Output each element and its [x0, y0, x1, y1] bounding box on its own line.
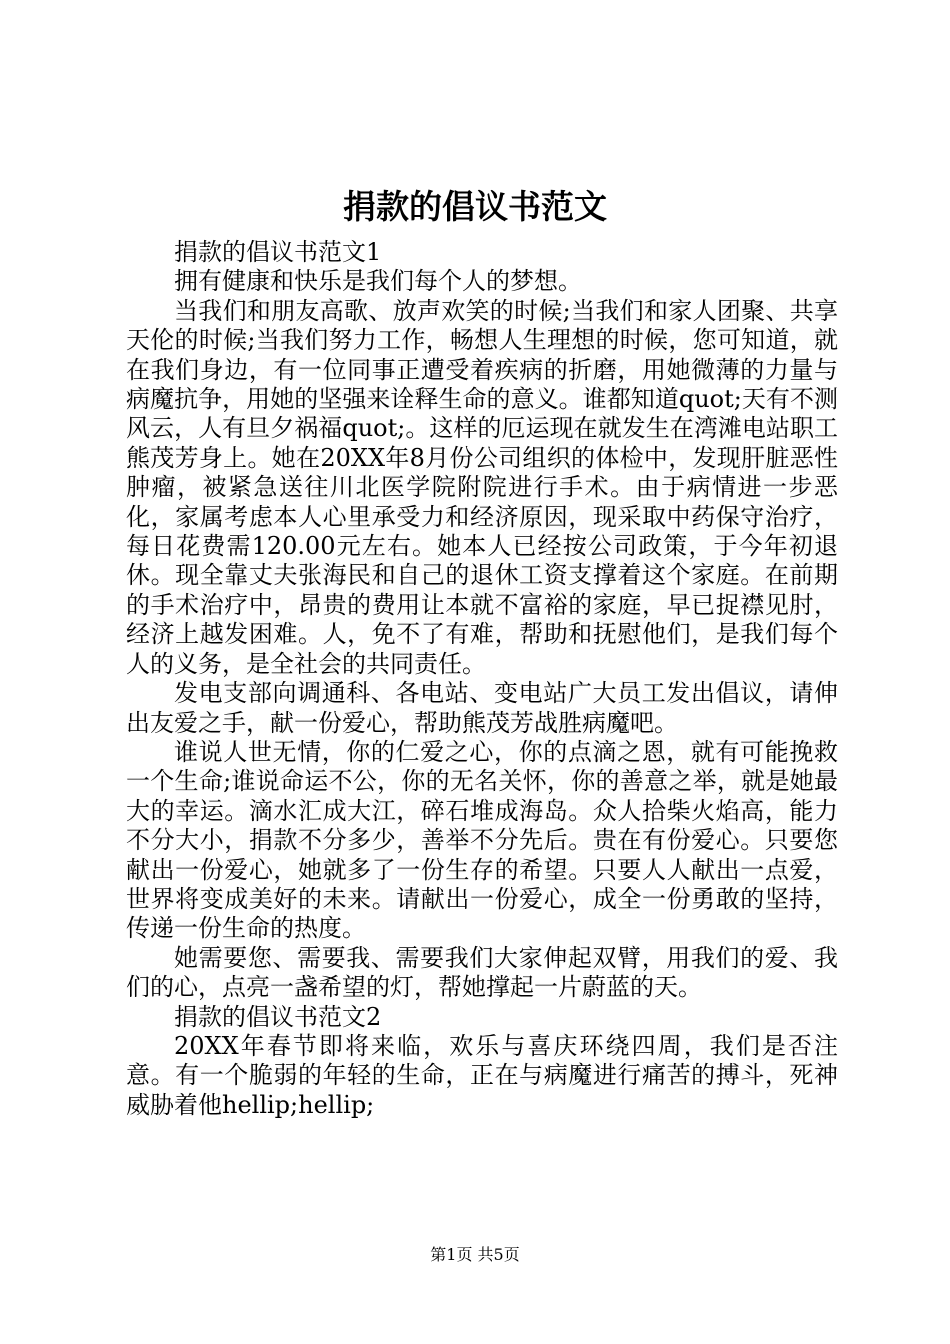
document-body — [126, 238, 838, 1120]
paragraph: 拥有健康和快乐是我们每个人的梦想。 — [174, 267, 582, 296]
paragraph: 20XX年春节即将来临，欢乐与喜庆环绕四周，我们是否注意。有一个脆弱的年轻的生命，正在与病魔进行痛苦的搏斗，死神威胁着他hellip;hellip; — [126, 1031, 838, 1119]
page-number-footer: 第1页 共5页 — [430, 1245, 520, 1264]
paragraph: 她需要您、需要我、需要我们大家伸起双臂，用我们的爱、我们的心，点亮一盏希望的灯，帮她撑起一片蔚蓝的天。 — [126, 943, 838, 1002]
paragraph: 谁说人世无情，你的仁爱之心，你的点滴之恩，就有可能挽救一个生命;谁说命运不公，你的无名关怀，你的善意之举，就是她最大的幸运。滴水汇成大江，碎石堆成海岛。众人拾柴火焰高，能力不分大小，捐款不分多少，善举不分先后。贵在有份爱心。只要您献出一份爱心，她就多了一份生存的希望。只要人人献出一点爱，世界将变成美好的未来。请献出一份爱心，成全一份勇敢的坚持，传递一份生命的热度。 — [126, 737, 838, 943]
document-title: 捐款的倡议书范文 — [343, 187, 607, 226]
section-heading-2: 捐款的倡议书范文2 — [174, 1002, 382, 1031]
paragraph: 发电支部向调通科、各电站、变电站广大员工发出倡议，请伸出友爱之手，献一份爱心，帮助熊茂芳战胜病魔吧。 — [126, 679, 838, 737]
section-heading-1: 捐款的倡议书范文1 — [174, 238, 382, 266]
paragraph: 当我们和朋友高歌、放声欢笑的时候;当我们和家人团聚、共享天伦的时候;当我们努力工作，畅想人生理想的时候，您可知道，就在我们身边，有一位同事正遭受着疾病的折磨，用她微薄的力量与病魔抗争，用她的坚强来诠释生命的意义。谁都知道quot;天有不测风云，人有旦夕祸福quot;。这样的厄运现在就发生在湾滩电站职工熊茂芳身上。她在20XX年8月份公司组织的体检中，发现肝脏恶性肿瘤，被紧急送往川北医学院附院进行手术。由于病情进一步恶化，家属考虑本人心里承受力和经济原因，现采取中药保守治疗，每日花费需120.00元左右。她本人已经按公司政策，于今年初退休。现全靠丈夫张海民和自己的退休工资支撑着这个家庭。在前期的手术治疗中，昂贵的费用让本就不富裕的家庭，早已捉襟见肘，经济上越发困难。人，免不了有难，帮助和抚慰他们，是我们每个人的义务，是全社会的共同责任。 — [126, 296, 838, 678]
